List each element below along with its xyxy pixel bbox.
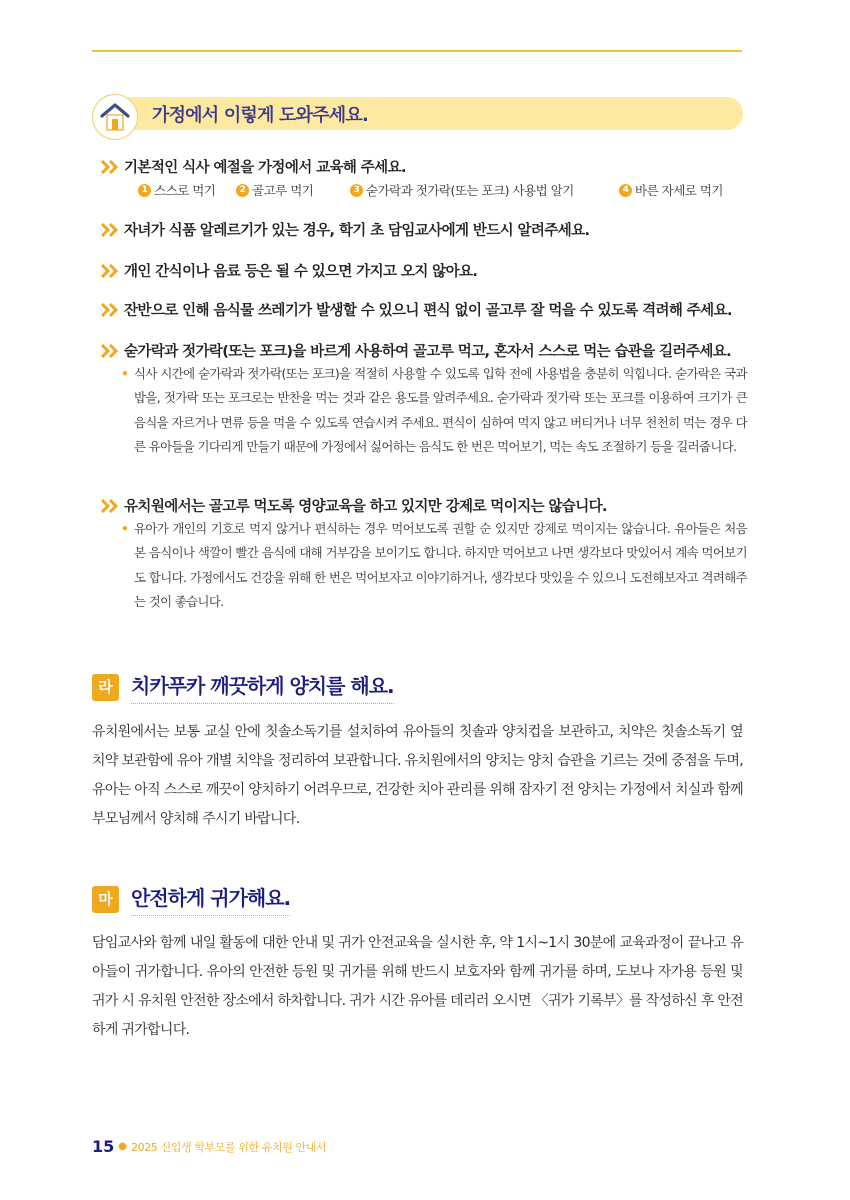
eating-options bbox=[124, 181, 744, 201]
list-item bbox=[101, 299, 732, 320]
page-footer bbox=[92, 1137, 326, 1156]
section-body: 유치원에서는 보통 교실 안에 칫솔소독기를 설치하여 유아들의 칫솔과 양치컵을 보관하고, 치약은 칫솔소독기 옆 치약 보관함에 유아 개별 치약을 정리하여 보관합니다. 유치원에서의 양치는 양치 습관을 기르는 것에 중점을 두며, 유아는 아직 스스로 깨끗이 양치하기 어려우므로, 건강한 치아 관리를 위해 잠자기 전 양치는 가정에서 치실과 함께 부모님께서 양치해 주시기 바랍니다. bbox=[92, 724, 743, 827]
list-item bbox=[101, 219, 589, 240]
section-badge: 마 bbox=[92, 886, 119, 913]
section-badge: 라 bbox=[92, 674, 119, 701]
double-chevron-icon bbox=[101, 223, 121, 237]
section-heading bbox=[92, 670, 394, 704]
footer-text: 2025 신입생 학부모를 위한 유치원 안내서 bbox=[131, 1140, 327, 1154]
bullet-dot: • bbox=[121, 366, 129, 381]
list-item bbox=[101, 340, 731, 361]
item-heading: 유치원에서는 골고루 먹도록 영양교육을 하고 있지만 강제로 먹이지는 않습니다. bbox=[124, 499, 607, 515]
list-item bbox=[101, 156, 406, 177]
item-heading: 자녀가 식품 알레르기가 있는 경우, 학기 초 담임교사에게 반드시 알려주세요. bbox=[124, 223, 590, 239]
home-banner bbox=[92, 94, 743, 140]
option-item: 2 골고루 먹기 bbox=[236, 181, 313, 199]
option-item: 3 숟가락과 젓가락(또는 포크) 사용법 알기 bbox=[350, 181, 574, 199]
section-body: 담임교사와 함께 내일 활동에 대한 안내 및 귀가 안전교육을 실시한 후, 약 1시~1시 30분에 교육과정이 끝나고 유아들이 귀가합니다. 유아의 안전한 등원 및 귀가를 위해 반드시 보호자와 함께 귀가를 하며, 도보나 자가용 등원 및 귀가 시 유치원 안전한 장소에서 하차합니다. 귀가 시간 유아를 데리러 오시면 〈귀가 기록부〉를 작성하신 후 안전하게 귀가합니다. bbox=[92, 935, 743, 1038]
double-chevron-icon bbox=[101, 264, 121, 278]
house-icon bbox=[92, 94, 138, 140]
item-heading: 잔반으로 인해 음식물 쓰레기가 발생할 수 있으니 편식 없이 골고루 잘 먹을 수 있도록 격려해 주세요. bbox=[124, 303, 732, 319]
option-item: 4 바른 자세로 먹기 bbox=[619, 181, 723, 199]
list-item bbox=[101, 495, 607, 516]
double-chevron-icon bbox=[101, 499, 121, 513]
item-detail: • 식사 시간에 숟가락과 젓가락(또는 포크)을 적절히 사용할 수 있도록 입학 전에 사용법을 충분히 익힙니다. 숟가락은 국과 밥을, 젓가락 또는 포크로는 반찬을 먹는 것과 같은 용도를 알려주세요. 숟가락과 젓가락 또는 포크를 이용하여 크기가 큰 음식을 자르거나 면류 등을 먹을 수 있도록 연습시켜 주세요. 편식이 심하여 먹지 않고 버티거나 너무 천천히 먹는 경우 다른 유아들을 기다리게 만들기 때문에 가정에서 싫어하는 음식도 한 번은 먹어보기, 먹는 속도 조절하기 등을 길러줍니다. bbox=[121, 362, 747, 460]
double-chevron-icon bbox=[101, 344, 121, 358]
list-item bbox=[101, 260, 477, 281]
item-heading: 기본적인 식사 예절을 가정에서 교육해 주세요. bbox=[124, 160, 406, 176]
section-title: 치카푸카 깨끗하게 양치를 해요. bbox=[131, 670, 394, 704]
top-rule bbox=[92, 50, 742, 52]
double-chevron-icon bbox=[101, 160, 121, 174]
footer-dot: ● bbox=[118, 1141, 127, 1152]
section-title: 안전하게 귀가해요. bbox=[131, 882, 290, 916]
bullet-dot: • bbox=[121, 521, 129, 536]
item-heading: 개인 간식이나 음료 등은 될 수 있으면 가지고 오지 않아요. bbox=[124, 264, 478, 280]
item-heading: 숟가락과 젓가락(또는 포크)을 바르게 사용하여 골고루 먹고, 혼자서 스스로 먹는 습관을 길러주세요. bbox=[124, 344, 732, 360]
banner-title: 가정에서 이렇게 도와주세요. bbox=[152, 105, 369, 126]
option-item: 1 스스로 먹기 bbox=[138, 181, 215, 199]
section-heading bbox=[92, 882, 290, 916]
item-detail: • 유아가 개인의 기호로 먹지 않거나 편식하는 경우 먹어보도록 권할 순 있지만 강제로 먹이지는 않습니다. 유아들은 처음 본 음식이나 색깔이 빨간 음식에 대해 거부감을 보이기도 합니다. 하지만 먹어보고 나면 생각보다 맛있어서 계속 먹어보기도 합니다. 가정에서도 건강을 위해 한 번은 먹어보자고 이야기하거나, 생각보다 맛있을 수 있으니 도전해보자고 격려해주는 것이 좋습니다. bbox=[121, 517, 747, 615]
page-number: 15 bbox=[92, 1137, 115, 1156]
double-chevron-icon bbox=[101, 303, 121, 317]
